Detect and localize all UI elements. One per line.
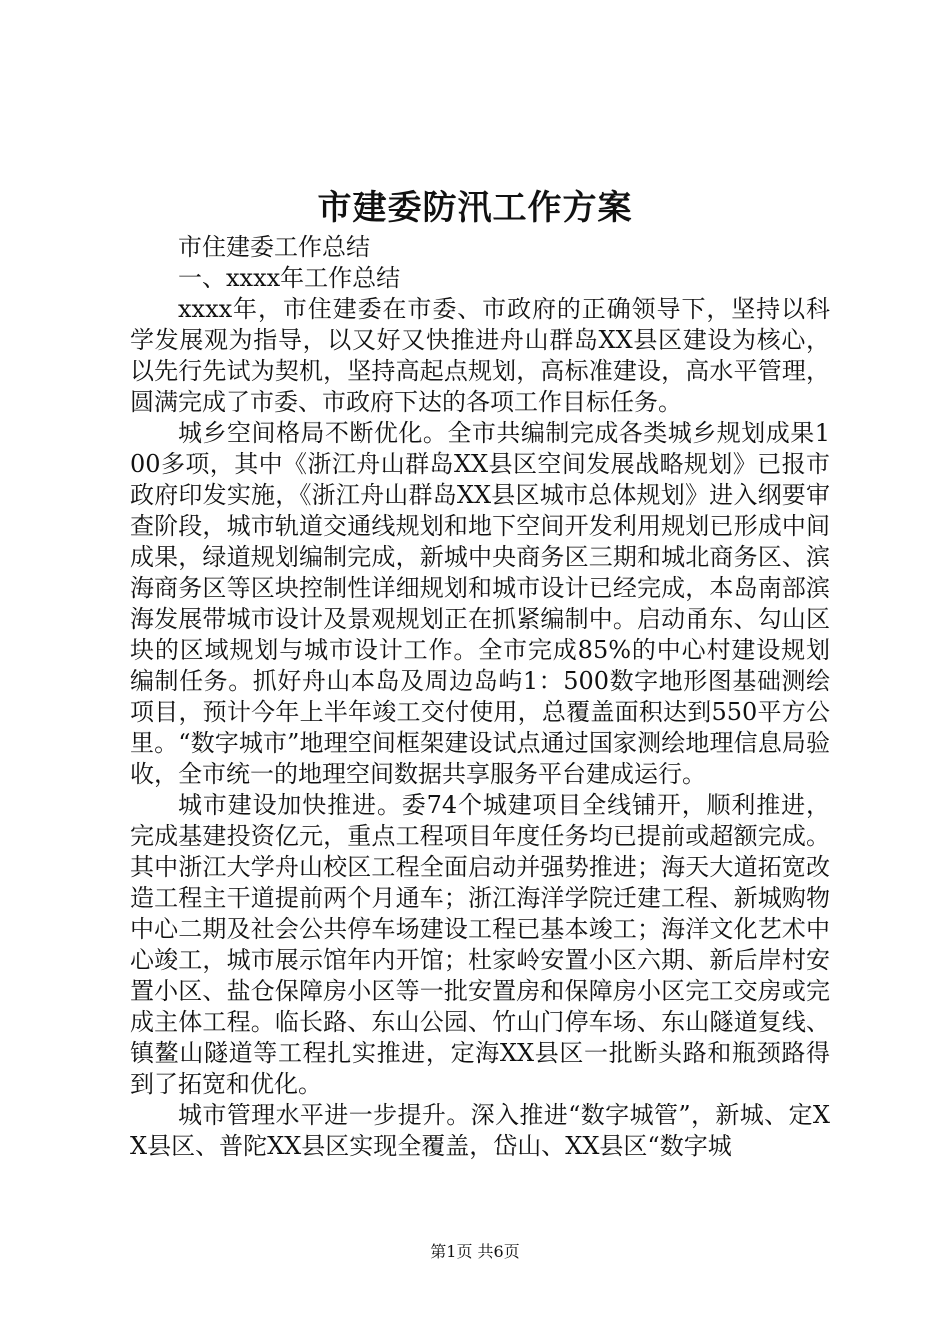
paragraph-urban-planning: 城乡空间格局不断优化。全市共编制完成各类城乡规划成果100多项，其中《浙江舟山群岛XX县区空间发展战略规划》已报市政府印发实施，《浙江舟山群岛XX县区城市总体规划》进入纲要审查阶段，城市轨道交通线规划和地下空间开发利用规划已形成中间成果，绿道规划编制完成，新城中央商务区三期和城北商务区、滨海商务区等区块控制性详细规划和城市设计已经完成，本岛南部滨海发展带城市设计及景观规划正在抓紧编制中。启动甬东、勾山区块的区域规划与城市设计工作。全市完成85%的中心村建设规划编制任务。抓好舟山本岛及周边岛屿1：500数字地形图基础测绘项目，预计今年上半年竣工交付使用，总覆盖面积达到550平方公里。“数字城市”地理空间框架建设试点通过国家测绘地理信息局验收，全市统一的地理空间数据共享服务平台建成运行。 xyxy=(130,419,830,788)
document-body xyxy=(130,232,830,1162)
paragraph-section-heading: 一、xxxx年工作总结 xyxy=(178,264,401,292)
paragraph-urban-construction: 城市建设加快推进。委74个城建项目全线铺开，顺利推进，完成基建投资亿元，重点工程项目年度任务均已提前或超额完成。其中浙江大学舟山校区工程全面启动并强势推进；海天大道拓宽改造工程主干道提前两个月通车；浙江海洋学院迁建工程、新城购物中心二期及社会公共停车场建设工程已基本竣工；海洋文化艺术中心竣工，城市展示馆年内开馆；杜家岭安置小区六期、新后岸村安置小区、盐仓保障房小区等一批安置房和保障房小区完工交房或完成主体工程。临长路、东山公园、竹山门停车场、东山隧道复线、镇鳌山隧道等工程扎实推进，定海XX县区一批断头路和瓶颈路得到了拓宽和优化。 xyxy=(130,791,830,1098)
paragraph-heading-summary: 市住建委工作总结 xyxy=(178,233,370,261)
paragraph-urban-management: 城市管理水平进一步提升。深入推进“数字城管”，新城、定XX县区、普陀XX县区实现全覆盖，岱山、XX县区“数字城 xyxy=(130,1101,830,1160)
paragraph-intro: xxxx年，市住建委在市委、市政府的正确领导下，坚持以科学发展观为指导，以又好又快推进舟山群岛XX县区建设为核心，以先行先试为契机，坚持高起点规划，高标准建设，高水平管理，圆满完成了市委、市政府下达的各项工作目标任务。 xyxy=(130,295,830,416)
document-title: 市建委防汛工作方案 xyxy=(317,188,633,228)
page-number-footer: 第1页 共6页 xyxy=(430,1242,520,1261)
